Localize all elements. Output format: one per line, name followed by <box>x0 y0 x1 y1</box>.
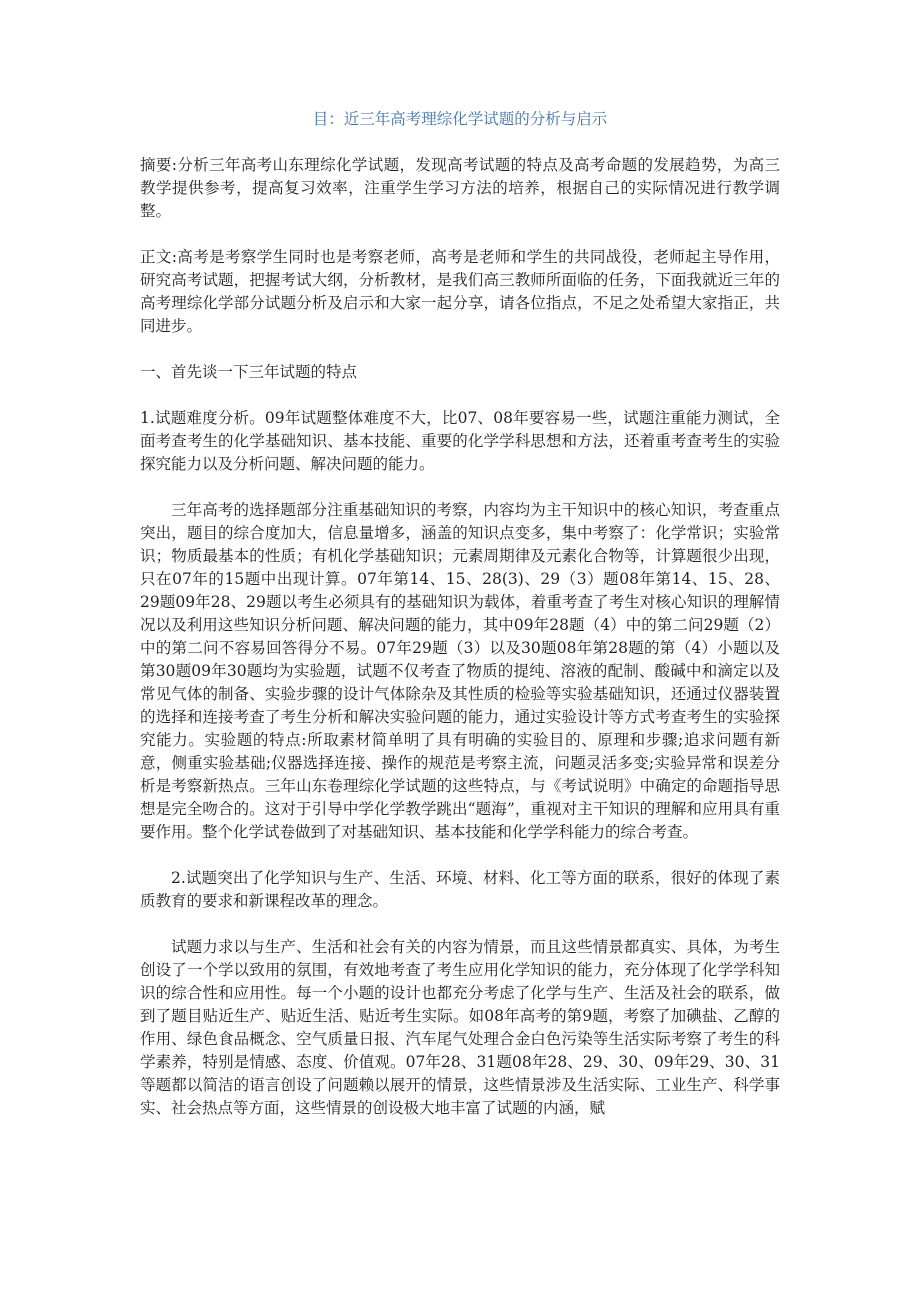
abstract-text: 分析三年高考山东理综化学试题，发现高考试题的特点及高考命题的发展趋势，为高三教学提供参考，提高复习效率，注重学生学习方法的培养，根据自己的实际情况进行教学调整。 <box>140 156 780 220</box>
abstract-paragraph <box>140 154 780 223</box>
section-heading: 一、首先谈一下三年试题的特点 <box>140 363 358 381</box>
body-intro-text: 高考是考察学生同时也是考察老师，高考是老师和学生的共同战役，老师起主导作用，研究高考试题，把握考试大纲，分析教材，是我们高三教师所面临的任务，下面我就近三年的高考理综化学部分试题分析及启示和大家一起分享，请各位指点，不足之处希望大家指正，共同进步。 <box>140 248 780 335</box>
body-label: 正文: <box>140 248 177 266</box>
point-1-paragraph: 1.试题难度分析。09年试题整体难度不大，比07、08年要容易一些，试题注重能力测试，全面考查考生的化学基础知识、基本技能、重要的化学学科思想和方法，还着重考查考生的实验探究能力以及分析问题、解决问题的能力。 <box>140 409 780 473</box>
body-paragraph-2: 试题力求以与生产、生活和社会有关的内容为情景，而且这些情景都真实、具体，为考生创设了一个学以致用的氛围，有效地考查了考生应用化学知识的能力，充分体现了化学学科知识的综合性和应用性。每一个小题的设计也都充分考虑了化学与生产、生活及社会的联系，做到了题目贴近生产、贴近生活、贴近考生实际。如08年高考的第9题，考察了加碘盐、乙醇的作用、绿色食品概念、空气质量日报、汽车尾气处理合金白色污染等生活实际考察了考生的科学素养，特别是情感、态度、价值观。07年28、31题08年28、29、30、09年29、30、31等题都以简洁的语言创设了问题赖以展开的情景，这些情景涉及生活实际、工业生产、科学事实、社会热点等方面，这些情景的创设极大地丰富了试题的内涵，赋 <box>140 938 780 1117</box>
body-paragraph-1: 三年高考的选择题部分注重基础知识的考察，内容均为主干知识中的核心知识，考查重点突出，题目的综合度加大，信息量增多，涵盖的知识点变多，集中考察了：化学常识；实验常识；物质最基本的性质；有机化学基础知识；元素周期律及元素化合物等，计算题很少出现，只在07年的15题中出现计算。07年第14、15、28(3)、29（3）题08年第14、15、28、29题09年28、29题以考生必须具有的基础知识为载体，着重考查了考生对核心知识的理解情况以及利用这些知识分析问题、解决问题的能力，其中09年28题（4）中的第二问29题（2）中的第二问不容易回答得分不易。07年29题（3）以及30题08年第28题的第（4）小题以及第30题09年30题均为实验题，试题不仅考查了物质的提纯、溶液的配制、酸碱中和滴定以及常见气体的制备、实验步骤的设计气体除杂及其性质的检验等实验基础知识，还通过仪器装置的选择和连接考查了考生分析和解决实验问题的能力，通过实验设计等方式考查考生的实验探究能力。实验题的特点:所取素材简单明了具有明确的实验目的、原理和步骤;追求问题有新意，侧重实验基础;仪器选择连接、操作的规范是考察主流，问题灵活多变;实验异常和误差分析是考察新热点。三年山东卷理综化学试题的这些特点，与《考试说明》中确定的命题指导思想是完全吻合的。这对于引导中学化学教学跳出“题海”，重视对主干知识的理解和应用具有重要作用。整个化学试卷做到了对基础知识、基本技能和化学学科能力的综合考查。 <box>140 501 780 841</box>
document-page <box>140 108 780 1143</box>
document-title: 目：近三年高考理综化学试题的分析与启示 <box>312 110 608 128</box>
abstract-label: 摘要: <box>140 156 177 174</box>
body-intro-paragraph <box>140 246 780 338</box>
point-2-paragraph: 2.试题突出了化学知识与生产、生活、环境、材料、化工等方面的联系，很好的体现了素质教育的要求和新课程改革的理念。 <box>140 869 780 910</box>
